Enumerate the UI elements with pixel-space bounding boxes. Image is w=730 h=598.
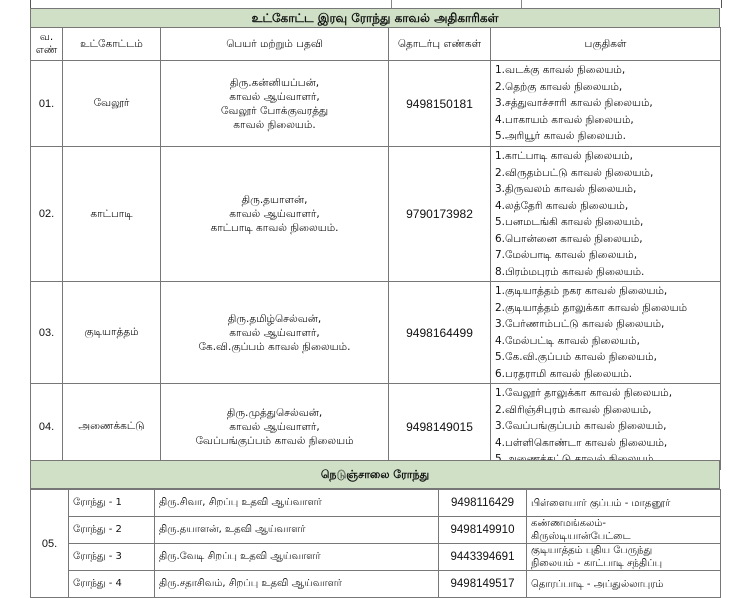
area-item: 3.பேர்ணாம்பட்டு காவல் நிலையம், — [495, 318, 665, 330]
patrol-area-line: நிலையம் - காட்பாடி சந்திப்பு — [531, 558, 663, 569]
area-item: 5.கே.வி.குப்பம் காவல் நிலையம், — [495, 351, 657, 363]
patrol-row — [31, 517, 721, 544]
area-item: 3.வேப்பங்குப்பம் காவல் நிலையம், — [495, 420, 667, 433]
area-item: 1.குடியாத்தம் நகர காவல் நிலையம், — [495, 285, 668, 297]
subdivision-cell: வேலூர் — [63, 61, 161, 147]
patrol-area-line: கண்ணமங்கலம்- — [531, 518, 607, 529]
phone-cell: 9498150181 — [389, 61, 491, 147]
area-item: 1.வடக்கு காவல் நிலையம், — [495, 64, 626, 77]
previous-table-edge — [30, 0, 722, 8]
officer-line: காவல் ஆய்வாளர், — [229, 420, 320, 433]
patrol-area-line: பிள்ளையார் குப்பம் - மாதனூர் — [531, 497, 671, 509]
patrol-phone: 9498116429 — [439, 490, 527, 517]
table-title: உட்கோட்ட இரவு ரோந்து காவல் அதிகாரிகள் — [30, 8, 720, 28]
officer-cell — [161, 384, 389, 470]
table-row — [31, 282, 721, 384]
header-name: பெயர் மற்றும் பதவி — [161, 28, 389, 61]
phone-cell: 9790173982 — [389, 147, 491, 282]
officer-line: காவல் ஆய்வாளர், — [229, 326, 320, 339]
area-item: 4.பாகாயம் காவல் நிலையம், — [495, 113, 634, 126]
patrol-row — [31, 490, 721, 517]
officer-line: கே.வி.குப்பம் காவல் நிலையம். — [198, 340, 351, 353]
header-subdivision: உட்கோட்டம் — [63, 28, 161, 61]
phone-cell: 9498149015 — [389, 384, 491, 470]
patrol-label: ரோந்து - 4 — [69, 571, 155, 598]
serial-number: 03. — [31, 282, 63, 384]
header-areas: பகுதிகள் — [491, 28, 721, 61]
area-item: 2.விரிஞ்சிபுரம் காவல் நிலையம், — [495, 403, 652, 416]
area-item: 3.திருவலம் காவல் நிலையம், — [495, 183, 637, 195]
patrol-officer: திரு.சதாசிவம், சிறப்பு உதவி ஆய்வாளர் — [155, 571, 439, 598]
header-sno: வ. எண் — [31, 28, 63, 61]
subdivision-cell: அணைக்கட்டு — [63, 384, 161, 470]
officer-cell — [161, 61, 389, 147]
patrol-phone: 9443394691 — [439, 544, 527, 571]
area-item: 1.காட்பாடி காவல் நிலையம், — [495, 150, 634, 162]
areas-cell — [491, 384, 721, 470]
officer-cell — [161, 282, 389, 384]
patrol-area — [527, 490, 721, 517]
patrol-row — [31, 544, 721, 571]
officer-line: காவல் நிலையம். — [233, 118, 316, 131]
areas-cell — [491, 147, 721, 282]
highway-title: நெடுஞ்சாலை ரோந்து — [30, 460, 720, 489]
patrol-officer: திரு.வேடி சிறப்பு உதவி ஆய்வாளர் — [155, 544, 439, 571]
header-row — [31, 28, 721, 61]
serial-number: 04. — [31, 384, 63, 470]
area-item: 4.பள்ளிகொண்டா காவல் நிலையம், — [495, 436, 668, 449]
officer-line: திரு.முத்துசெல்வன், — [226, 406, 323, 419]
area-item: 2.குடியாத்தம் தாலுக்கா காவல் நிலையம் — [495, 301, 688, 314]
area-item: 3.சத்துவாச்சாரி காவல் நிலையம், — [495, 97, 653, 110]
patrol-phone: 9498149910 — [439, 517, 527, 544]
officer-cell — [161, 147, 389, 282]
officer-line: திரு.தமிழ்செல்வன், — [227, 312, 322, 325]
subdivision-cell: குடியாத்தம் — [63, 282, 161, 384]
table-row — [31, 147, 721, 282]
serial-number: 05. — [31, 490, 69, 598]
officer-line: திரு.தயாளன், — [241, 194, 308, 206]
serial-number: 02. — [31, 147, 63, 282]
area-item: 5.அரியூர் காவல் நிலையம். — [495, 130, 626, 143]
areas-cell — [491, 61, 721, 147]
area-item: 4.மேல்பட்டி காவல் நிலையம், — [495, 334, 640, 347]
area-item: 2.தெற்கு காவல் நிலையம், — [495, 80, 623, 93]
officer-line: காவல் ஆய்வாளர், — [229, 90, 320, 103]
serial-number: 01. — [31, 61, 63, 147]
phone-cell: 9498164499 — [389, 282, 491, 384]
officer-line: வேப்பங்குப்பம் காவல் நிலையம் — [195, 434, 354, 447]
officer-line: காவல் ஆய்வாளர், — [229, 208, 320, 220]
officer-line: காட்பாடி காவல் நிலையம். — [210, 222, 339, 234]
patrol-area — [527, 571, 721, 598]
header-phone: தொடர்பு எண்கள் — [389, 28, 491, 61]
patrol-phone: 9498149517 — [439, 571, 527, 598]
patrol-area-line: தொரப்பாடி - அப்துல்லாபுரம் — [531, 578, 664, 590]
patrol-officer: திரு.தயாளன், உதவி ஆய்வாளர் — [155, 517, 439, 544]
patrol-area-line: கிருஸ்டியான்பேட்டை — [531, 531, 631, 542]
patrol-label: ரோந்து - 1 — [69, 490, 155, 517]
area-item: 5.பனமடங்கி காவல் நிலையம், — [495, 216, 644, 228]
patrol-area — [527, 544, 721, 571]
patrol-label: ரோந்து - 2 — [69, 517, 155, 544]
patrol-area — [527, 517, 721, 544]
area-item: 4.லத்தேரி காவல் நிலையம், — [495, 199, 629, 212]
area-item: 8.பிரம்மபுரம் காவல் நிலையம். — [495, 265, 645, 278]
patrol-label: ரோந்து - 3 — [69, 544, 155, 571]
officer-line: திரு.கன்னியப்பன், — [229, 76, 320, 89]
table-row — [31, 61, 721, 147]
patrol-officer: திரு.சிவா, சிறப்பு உதவி ஆய்வாளர் — [155, 490, 439, 517]
areas-cell — [491, 282, 721, 384]
area-item: 6.பரதராமி காவல் நிலையம். — [495, 367, 633, 380]
subdivision-cell: காட்பாடி — [63, 147, 161, 282]
highway-patrol-table — [30, 489, 721, 598]
area-item: 7.மேல்பாடி காவல் நிலையம், — [495, 249, 638, 261]
area-item: 1.வேலூர் தாலுக்கா காவல் நிலையம், — [495, 387, 673, 400]
officers-table — [30, 27, 721, 470]
officer-line: வேலூர் போக்குவரத்து — [220, 104, 329, 117]
patrol-area-line: குடியாத்தம் புதிய பேருந்து — [531, 545, 653, 556]
patrol-row — [31, 571, 721, 598]
area-item: 2.விருதம்பட்டு காவல் நிலையம், — [495, 166, 654, 179]
table-row — [31, 384, 721, 470]
area-item: 6.பொன்னை காவல் நிலையம், — [495, 232, 643, 245]
